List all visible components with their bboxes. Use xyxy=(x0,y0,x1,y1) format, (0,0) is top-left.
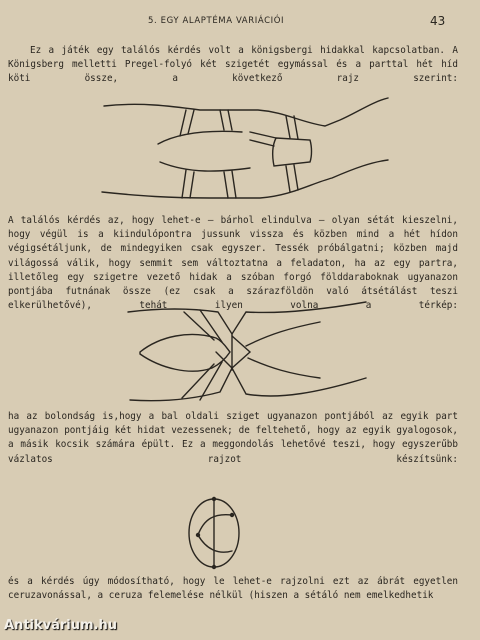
bridge-7 xyxy=(286,165,298,192)
page-header xyxy=(0,14,480,30)
paragraph-intro: Ez a játék egy találós kérdés volt a königsbergi hidakkal kapcsolatban. A Königsberg melletti Pregel-folyó két szigetét egymással és a parttal hét híd köti össze, a következő rajz szerint: xyxy=(8,45,458,85)
vertex-bottom xyxy=(212,565,216,569)
left-island-bottom xyxy=(160,162,250,171)
bridge-5 xyxy=(250,132,276,146)
paragraph-simplification: ha az bolondság is,hogy a bal oldali sziget ugyanazon pontjából az egyik part ugyanazon pontjáig két hidat vezessenek; de feltehető, hogy az egyik gyalogosok, a másik kocsik számára épült. Ez a meggondolás lehetővé teszi, hogy egyszerűbb vázlatos rajzot készítsünk: xyxy=(8,411,458,465)
left-bridges xyxy=(182,310,222,400)
right-bridges xyxy=(246,322,320,378)
bridge-1 xyxy=(180,110,194,136)
vertex-top xyxy=(212,497,216,501)
graph-sketch-drawing xyxy=(180,493,250,573)
south-bank-line xyxy=(130,368,366,401)
left-island-top xyxy=(158,131,242,144)
vertex-right-top xyxy=(230,513,234,517)
paragraph-question: A találós kérdés az, hogy lehet-e – bárhol elindulva – olyan sétát kieszelni, hogy végül is a kiindulópontra jussunk vissza és közben mind a hét hídon végigsétáljunk, de mindegyiken csak egyszer. Tessék próbálgatni; közben majd világossá válik, hogy semmit sem változtatna a feladaton, ha az egy partra, illetőleg egy szigetre vezető hidak a szóban forgó földdaraboknak ugyanazon pontjába futnának össze (ez csak a szárazföldön való átsétálást teszi elkerülhetővé), tehát ilyen volna a térkép: xyxy=(8,215,458,312)
north-bank-line xyxy=(104,98,388,126)
graph-sketch-figure xyxy=(180,493,250,573)
bridge-6 xyxy=(286,116,298,139)
graph-inner-arc xyxy=(198,515,232,535)
south-bank-line xyxy=(102,160,388,198)
konigsberg-bridges-map-drawing xyxy=(100,92,390,207)
simplified-map-drawing xyxy=(120,296,370,408)
bridge-4 xyxy=(224,171,236,198)
bridge-2 xyxy=(220,110,232,130)
north-bank-line xyxy=(128,302,366,334)
right-island-shape xyxy=(273,138,312,166)
bridge-3 xyxy=(182,170,194,198)
konigsberg-bridges-map-figure xyxy=(100,92,390,207)
vertex-left xyxy=(196,533,200,537)
paragraph-pencil: és a kérdés úgy módosítható, hogy le lehet-e rajzolni ezt az ábrát egyetlen ceruzavonással, a ceruza felemelése nélkül (hiszen a sétáló nem emelkedhetik xyxy=(8,576,458,602)
watermark-logo: Antikvárium.hu xyxy=(4,618,117,633)
page-number: 43 xyxy=(430,14,446,28)
running-head: 5. EGY ALAPTÉMA VARIÁCIÓI xyxy=(148,16,285,26)
simplified-map-figure xyxy=(120,296,370,408)
graph-inner-arc-2 xyxy=(198,535,232,552)
